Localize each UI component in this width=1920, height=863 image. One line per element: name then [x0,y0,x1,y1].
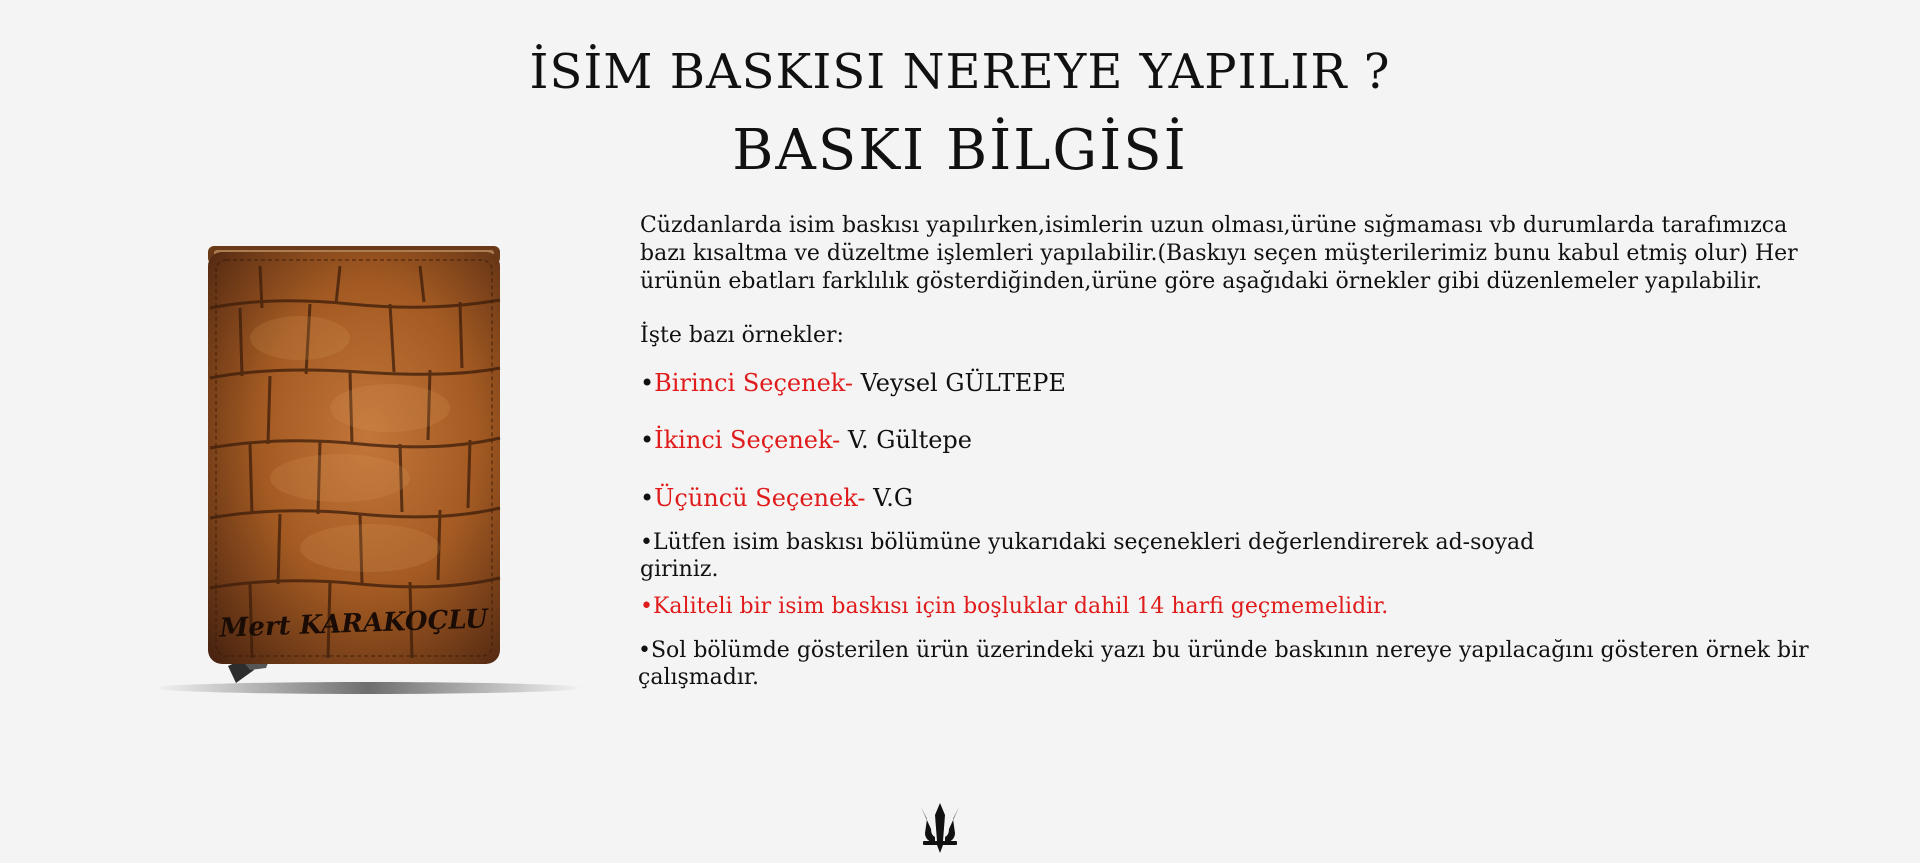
option-value: Veysel GÜLTEPE [853,369,1066,397]
option-label: İkinci Seçenek- [654,426,841,454]
examples-intro: İşte bazı örnekler: [640,323,844,348]
bullet: • [640,426,655,454]
option-label: Üçüncü Seçenek- [654,484,866,512]
note-sample-product: •Sol bölümde gösterilen ürün üzerindeki yazı bu üründe baskının nereye yapılacağını gösteren örnek bir çalışmadır. [638,638,1809,690]
note-character-limit: •Kaliteli bir isim baskısı için boşluklar dahil 14 harfi geçmemelidir. [640,594,1389,619]
bullet: • [640,484,655,512]
option-value: V.G [865,484,914,512]
page-subtitle: BASKI BİLGİSİ [732,118,1188,183]
option-second [640,425,1860,455]
option-label: Birinci Seçenek- [654,369,853,397]
product-image-wallet [150,238,590,698]
bullet: • [640,369,655,397]
note-enter-name: •Lütfen isim baskısı bölümüne yukarıdaki seçenekleri değerlendirerek ad-soyad giriniz. [640,530,1535,582]
engraved-name: Mert KARAKOÇLU [219,604,489,644]
option-value: V. Gültepe [840,426,972,454]
option-third [640,483,1860,513]
info-text-column [640,212,1860,691]
description-paragraph: Cüzdanlarda isim baskısı yapılırken,isimlerin uzun olması,ürüne sığmaması vb durumlarda tarafımızca bazı kısaltma ve düzeltme işlemleri yapılabilir.(Baskıyı seçen müşterilerimiz bunu kabul etmiş olur) Her ürünün ebatları farklılık gösterdiğinden,ürüne göre aşağıdaki örnekler gibi düzenlemeler yapılabilir. [640,213,1798,294]
option-first [640,368,1860,398]
trident-crown-icon [917,803,963,853]
page-title: İSİM BASKISI NEREYE YAPILIR ? [529,44,1391,100]
